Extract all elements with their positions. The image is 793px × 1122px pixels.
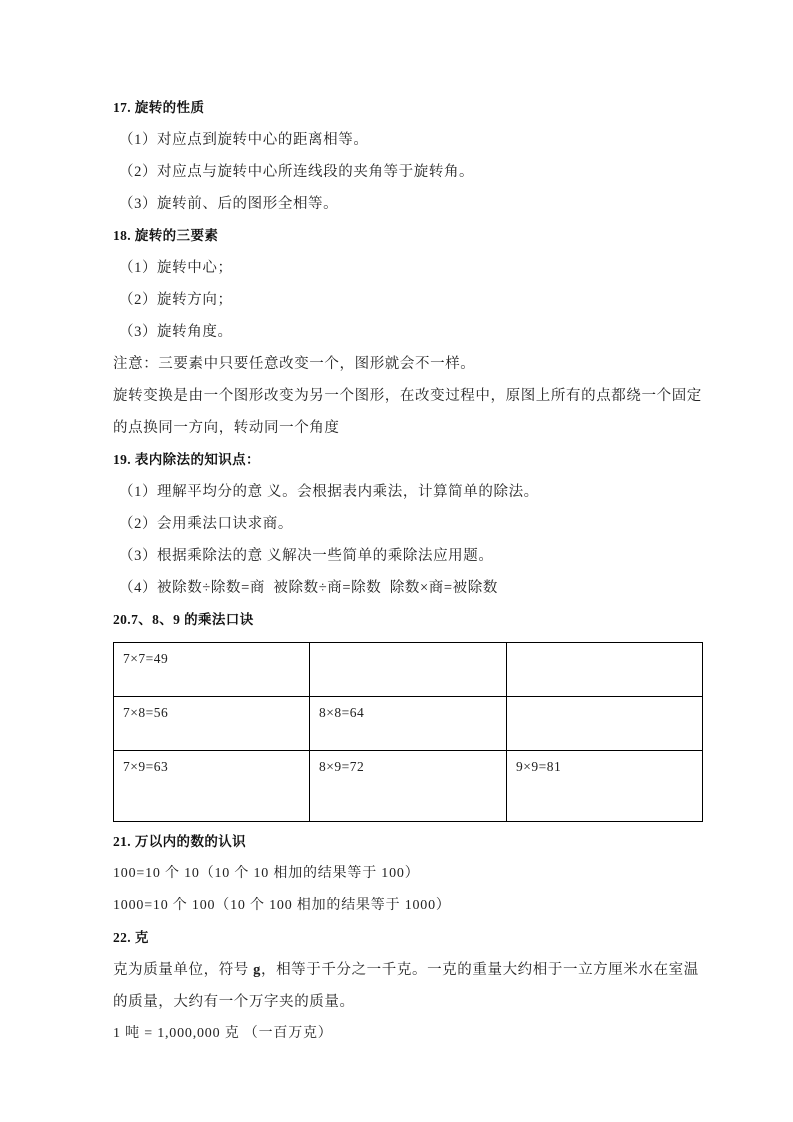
- table-cell: [507, 643, 703, 697]
- document-body: [113, 92, 703, 1050]
- table-cell: 7×8=56: [114, 697, 310, 751]
- section-21-item-1: 100=10 个 10（10 个 10 相加的结果等于 100）: [113, 866, 420, 881]
- section-18-item-1: （1）旋转中心；: [119, 260, 233, 276]
- section-17-item-3: （3）旋转前、后的图形全相等。: [119, 196, 339, 212]
- section-21-item-2: 1000=10 个 100（10 个 100 相加的结果等于 1000）: [113, 898, 451, 913]
- table-cell: [310, 643, 507, 697]
- section-22-paragraph-after: ，相等于千分之一千克。一克的重量大约相于一立方厘米水在室温的质量，大约有一个万字夹的质量。: [113, 962, 699, 1010]
- section-heading-17: 17. 旋转的性质: [113, 100, 205, 115]
- section-heading-19: 19. 表内除法的知识点：: [113, 452, 260, 467]
- section-19-item-4: （4）被除数÷除数=商 被除数÷商=除数 除数×商=被除数: [119, 580, 498, 596]
- section-heading-20: 20.7、8、9 的乘法口诀: [113, 612, 254, 627]
- section-22-paragraph-before: 克为质量单位，符号: [113, 962, 254, 978]
- table-cell: [507, 697, 703, 751]
- section-heading-22: 22. 克: [113, 930, 149, 945]
- section-heading-18: 18. 旋转的三要素: [113, 228, 219, 243]
- section-22-paragraph: [113, 954, 703, 1018]
- multiplication-table: [113, 642, 703, 822]
- table-cell: 7×9=63: [114, 751, 310, 822]
- section-17-item-2: （2）对应点与旋转中心所连线段的夹角等于旋转角。: [119, 164, 475, 180]
- section-19-item-2: （2）会用乘法口诀求商。: [119, 516, 293, 532]
- section-18-paragraph: 旋转变换是由一个图形改变为另一个图形，在改变过程中，原图上所有的点都绕一个固定的点换同一方向，转动同一个角度: [113, 388, 702, 436]
- section-19-item-1: （1）理解平均分的意 义。会根据表内乘法，计算简单的除法。: [119, 484, 539, 500]
- table-row: [114, 643, 703, 697]
- table-cell: 9×9=81: [507, 751, 703, 822]
- table-cell: 8×8=64: [310, 697, 507, 751]
- section-18-note: 注意：三要素中只要任意改变一个，图形就会不一样。: [113, 356, 476, 372]
- table-cell: 8×9=72: [310, 751, 507, 822]
- section-18-item-3: （3）旋转角度。: [119, 324, 233, 340]
- section-18-item-2: （2）旋转方向；: [119, 292, 233, 308]
- table-row: [114, 697, 703, 751]
- section-17-item-1: （1）对应点到旋转中心的距离相等。: [119, 132, 369, 148]
- table-cell: 7×7=49: [114, 643, 310, 697]
- section-heading-21: 21. 万以内的数的认识: [113, 834, 247, 849]
- gram-symbol: g: [253, 962, 261, 978]
- table-row: [114, 751, 703, 822]
- section-22-conversion: 1 吨 = 1,000,000 克 （一百万克）: [113, 1026, 333, 1041]
- section-19-item-3: （3）根据乘除法的意 义解决一些简单的乘除法应用题。: [119, 548, 494, 564]
